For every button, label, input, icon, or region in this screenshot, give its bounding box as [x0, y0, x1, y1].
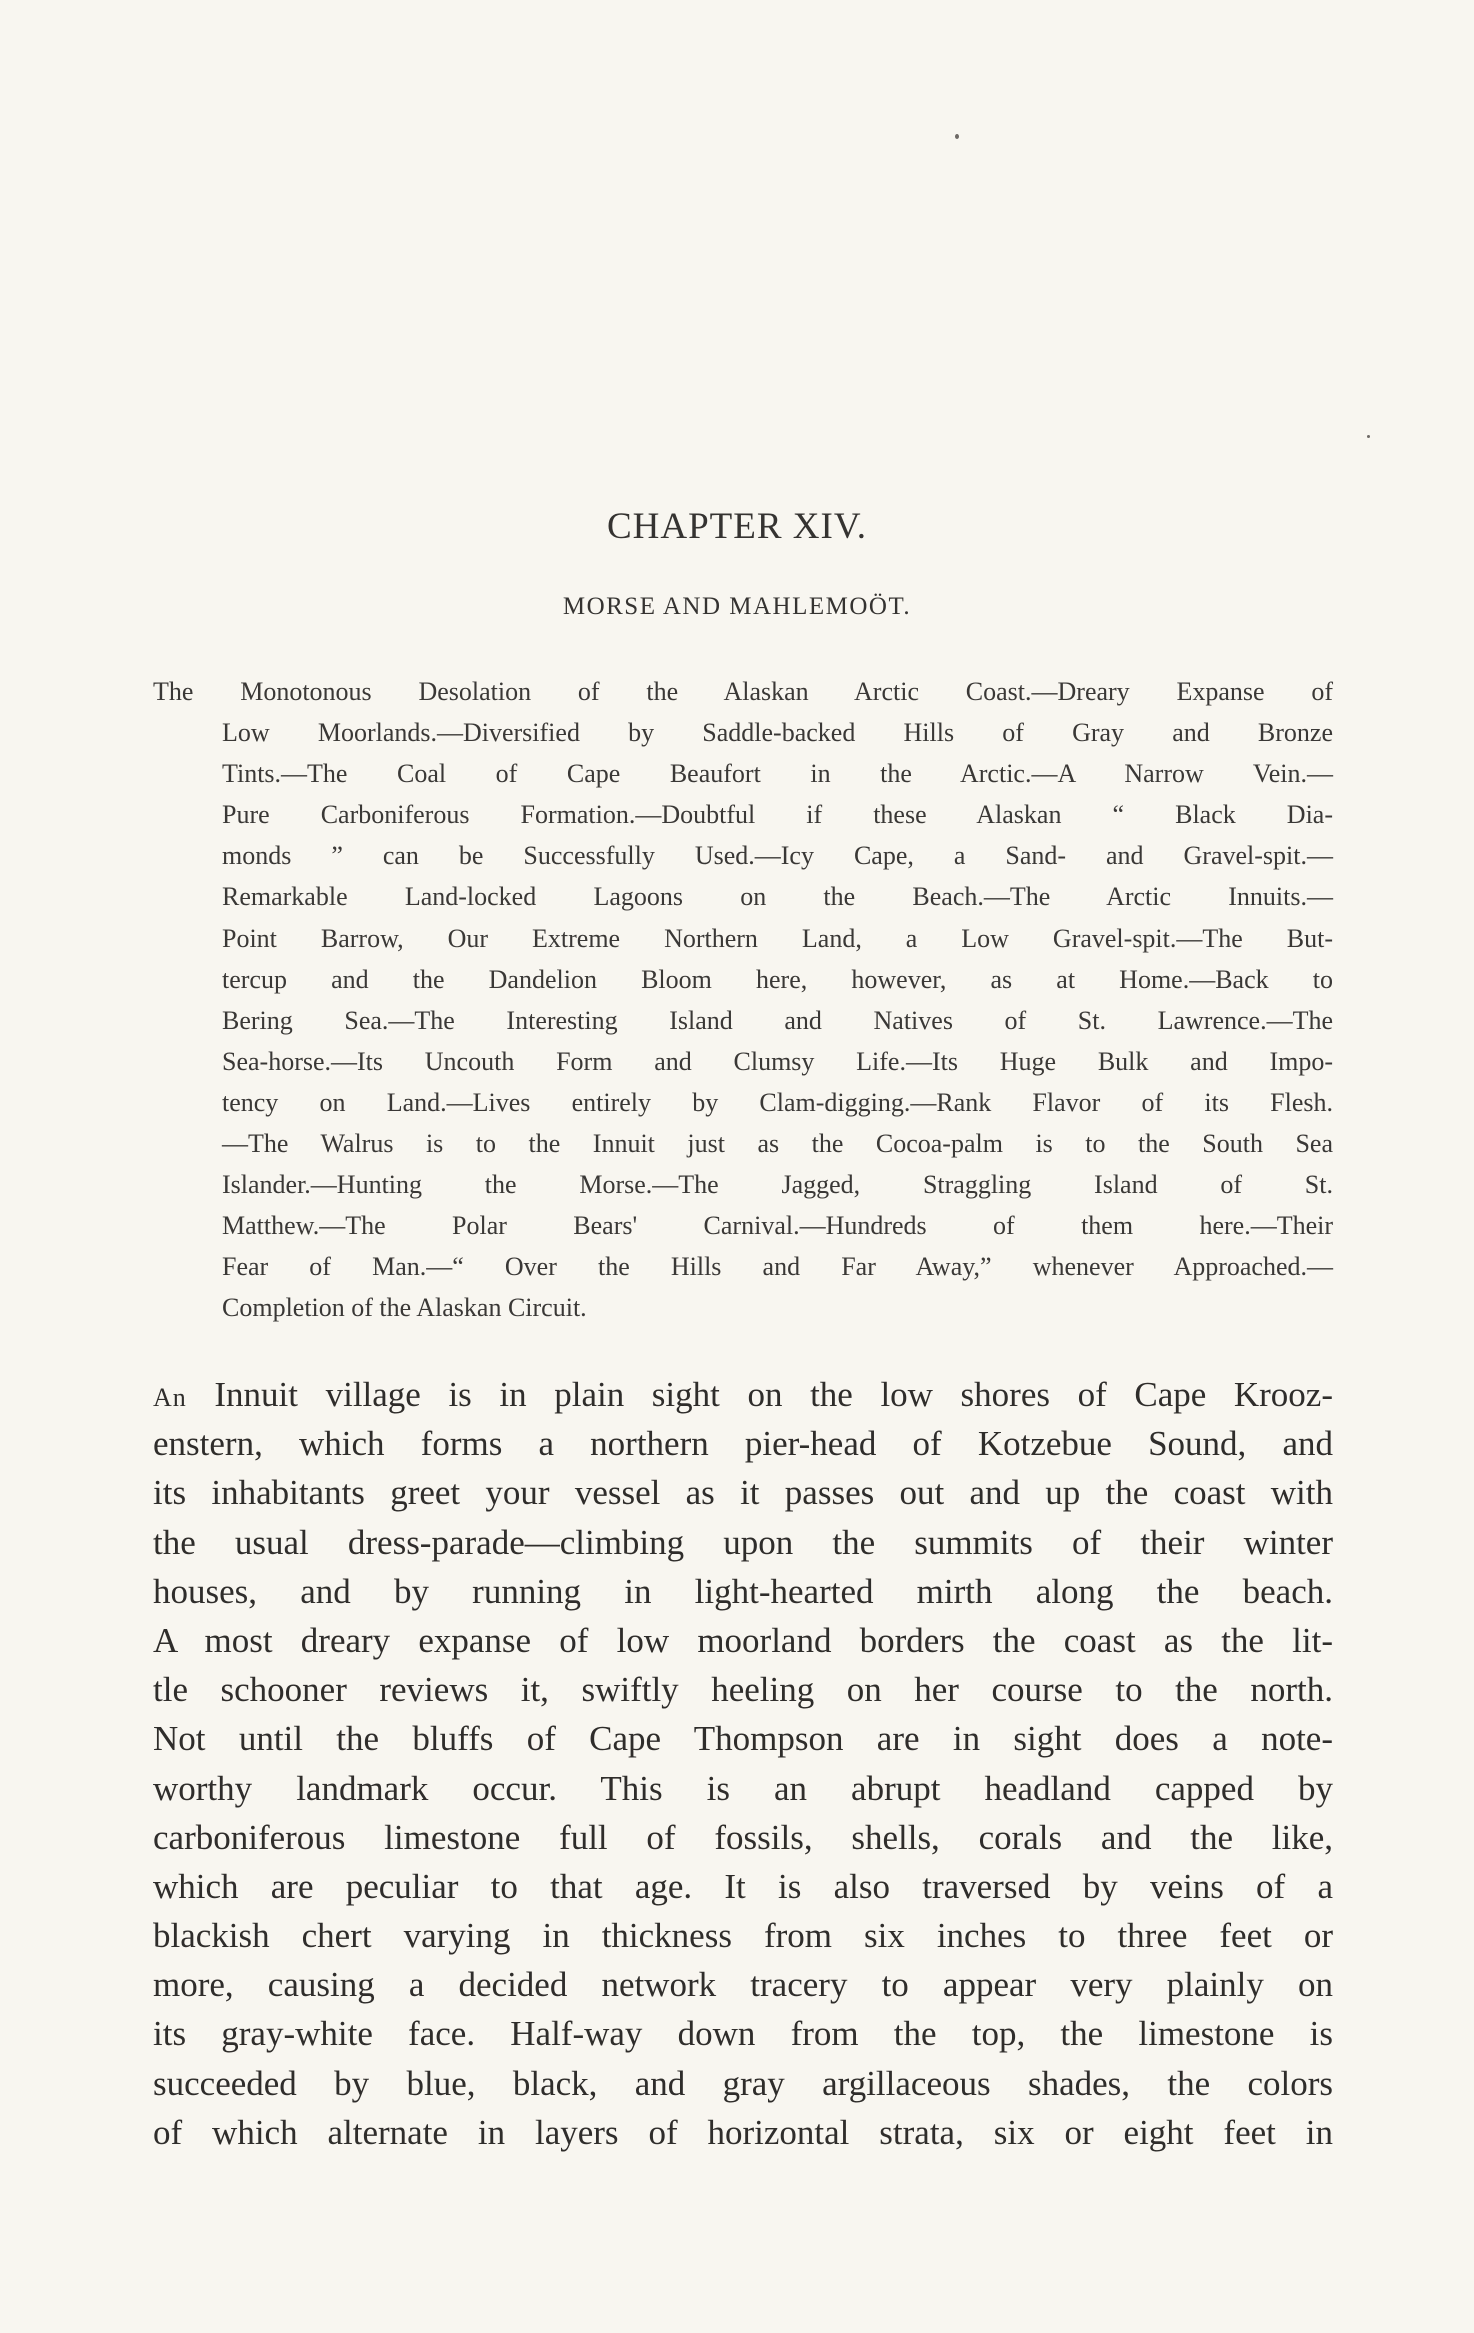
summary-line: Sea-horse.—Its Uncouth Form and Clumsy Life.—Its Huge Bulk and Impo-	[222, 1046, 1333, 1076]
body-line: the usual dress-parade—climbing upon the summits of their winter	[153, 1522, 1333, 1562]
summary-line: Low Moorlands.—Diversified by Saddle-backed Hills of Gray and Bronze	[222, 718, 1333, 748]
body-line: carboniferous limestone full of fossils, shells, corals and the like,	[153, 1817, 1333, 1857]
summary-line: Matthew.—The Polar Bears' Carnival.—Hundreds of them here.—Their	[222, 1211, 1333, 1241]
summary-line: Islander.—Hunting the Morse.—The Jagged, Straggling Island of St.	[222, 1170, 1333, 1200]
opening-word: An	[153, 1383, 187, 1412]
summary-line: —The Walrus is to the Innuit just as the Cocoa-palm is to the South Sea	[222, 1129, 1333, 1159]
summary-line: Bering Sea.—The Interesting Island and Natives of St. Lawrence.—The	[222, 1005, 1333, 1035]
chapter-title: MORSE AND MAHLEMOÖT.	[562, 593, 912, 620]
summary-line: Fear of Man.—“ Over the Hills and Far Away,” whenever Approached.—	[222, 1252, 1333, 1282]
body-line: houses, and by running in light-hearted mirth along the beach.	[153, 1571, 1333, 1611]
ink-speck	[955, 134, 959, 139]
body-line-text: Innuit village is in plain sight on the low shores of Cape Krooz-	[186, 1375, 1333, 1414]
summary-line: Completion of the Alaskan Circuit.	[222, 1293, 587, 1323]
body-line: more, causing a decided network tracery to appear very plainly on	[153, 1965, 1333, 2005]
chapter-heading: CHAPTER XIV.	[606, 506, 868, 547]
body-line	[153, 1370, 1333, 1419]
body-line: A most dreary expanse of low moorland borders the coast as the lit-	[153, 1620, 1333, 1660]
body-line: its inhabitants greet your vessel as it passes out and up the coast with	[153, 1473, 1333, 1513]
summary-line: Pure Carboniferous Formation.—Doubtful if these Alaskan “ Black Dia-	[222, 800, 1333, 830]
chapter-summary	[153, 671, 1333, 1329]
body-line: tle schooner reviews it, swiftly heeling on her course to the north.	[153, 1670, 1333, 1710]
body-line: succeeded by blue, black, and gray argillaceous shades, the colors	[153, 2063, 1333, 2103]
ink-speck	[1367, 435, 1370, 438]
body-line: of which alternate in layers of horizontal strata, six or eight feet in	[153, 2112, 1333, 2152]
body-line: its gray-white face. Half-way down from the top, the limestone is	[153, 2014, 1333, 2054]
body-line: Not until the bluffs of Cape Thompson are in sight does a note-	[153, 1719, 1333, 1759]
summary-line: Tints.—The Coal of Cape Beaufort in the Arctic.—A Narrow Vein.—	[222, 759, 1333, 789]
summary-line: tency on Land.—Lives entirely by Clam-digging.—Rank Flavor of its Flesh.	[222, 1087, 1333, 1117]
body-line: blackish chert varying in thickness from six inches to three feet or	[153, 1916, 1333, 1956]
summary-line: monds ” can be Successfully Used.—Icy Cape, a Sand- and Gravel-spit.—	[222, 841, 1333, 871]
body-line: which are peculiar to that age. It is also traversed by veins of a	[153, 1866, 1333, 1906]
summary-line: Remarkable Land-locked Lagoons on the Beach.—The Arctic Innuits.—	[222, 882, 1333, 912]
body-paragraph	[153, 1370, 1333, 2157]
summary-line: The Monotonous Desolation of the Alaskan Arctic Coast.—Dreary Expanse of	[153, 677, 1333, 706]
body-line: worthy landmark occur. This is an abrupt headland capped by	[153, 1768, 1333, 1808]
body-line: enstern, which forms a northern pier-head of Kotzebue Sound, and	[153, 1424, 1333, 1464]
summary-line: tercup and the Dandelion Bloom here, however, as at Home.—Back to	[222, 964, 1333, 994]
summary-line: Point Barrow, Our Extreme Northern Land, a Low Gravel-spit.—The But-	[222, 923, 1333, 953]
